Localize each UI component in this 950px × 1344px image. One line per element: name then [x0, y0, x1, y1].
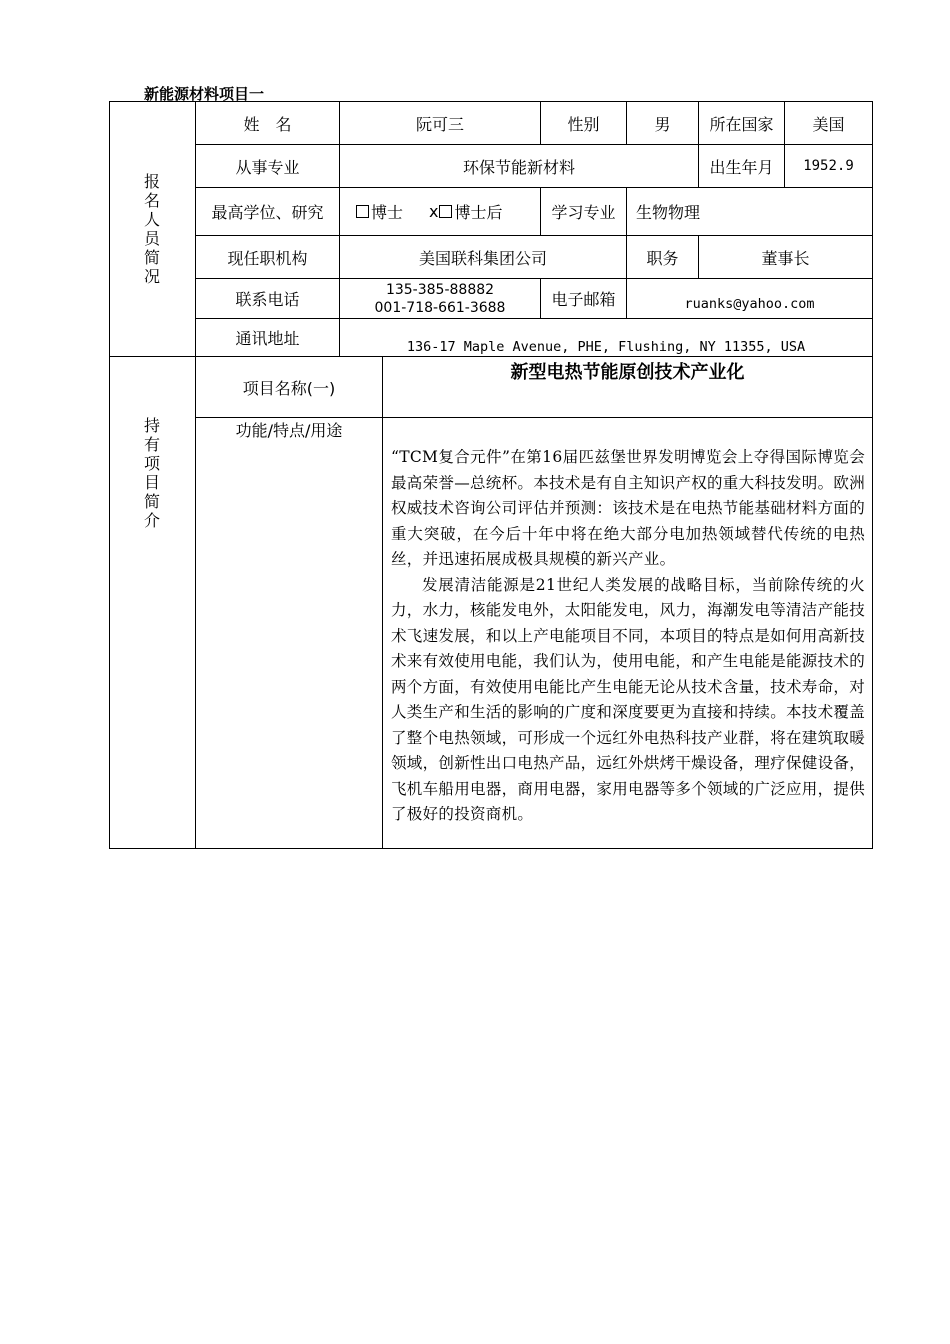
- project-name-label: 项目名称(一): [242, 378, 336, 398]
- project-description: [391, 445, 865, 828]
- phone-value-1: 135-385-88882: [385, 281, 495, 298]
- major-value: 环保节能新材料: [462, 157, 575, 177]
- gender-value: 男: [654, 114, 671, 134]
- project-name-value: 新型电热节能原创技术产业化: [510, 362, 745, 383]
- degree-options: [356, 188, 540, 235]
- document-title: 新能源材料项目一: [144, 85, 265, 103]
- position-value: 董事长: [761, 248, 810, 268]
- degree-label: 最高学位、研究: [211, 203, 324, 222]
- column-divider: [382, 356, 383, 849]
- email-label: 电子邮箱: [551, 290, 616, 309]
- country-label: 所在国家: [709, 114, 774, 134]
- birth-value: 1952.9: [803, 158, 854, 174]
- address-label: 通讯地址: [235, 329, 300, 348]
- country-value: 美国: [812, 114, 845, 134]
- gender-label: 性别: [567, 114, 600, 134]
- org-label: 现任职机构: [227, 248, 308, 268]
- phd-option-label: 博士: [371, 203, 404, 222]
- postdoc-check-mark: x: [429, 202, 439, 221]
- section-label-applicant: 报名人员简况: [143, 172, 160, 286]
- study-value: 生物物理: [636, 203, 701, 222]
- description-paragraph: “TCM复合元件”在第16届匹兹堡世界发明博览会上夺得国际博览会最高荣誉—总统杯。本技术是有自主知识产权的重大科技发明。欧洲权威技术咨询公司评估并预测：该技术是在电热节能基础材料方面的重大突破，在今后十年中将在绝大部分电加热领域替代传统的电热丝，并迅速拓展成极具规模的新兴产业。: [391, 448, 866, 568]
- study-label: 学习专业: [551, 203, 616, 222]
- section-label-project: 持有项目简介: [143, 416, 160, 530]
- postdoc-checkbox[interactable]: [439, 205, 452, 218]
- description-paragraph: 发展清洁能源是21世纪人类发展的战略目标，当前除传统的火力，水力，核能发电外，太阳能发电，风力，海潮发电等清洁产能技术飞速发展，和以上产电能项目不同，本项目的特点是如何用高新技术来有效使用电能，我们认为，使用电能，和产生电能是能源技术的两个方面，有效使用电能比产生电能无论从技术含量，技术寿命，对人类生产和生活的影响的广度和深度要更为直接和持续。本技术覆盖了整个电热领域，可形成一个远红外电热科技产业群，将在建筑取暖领域，创新性出口电热产品，远红外烘烤干燥设备，理疗保健设备，飞机车船用电器，商用电器，家用电器等多个领域的广泛应用，提供了极好的投资商机。: [391, 575, 866, 823]
- postdoc-option-label: 博士后: [454, 203, 503, 222]
- org-value: 美国联科集团公司: [418, 248, 547, 268]
- name-label: 姓 名: [243, 114, 292, 134]
- project-feature-label: 功能/特点/用途: [235, 420, 343, 440]
- phone-value-2: 001-718-661-3688: [374, 299, 506, 316]
- email-value: ruanks@yahoo.com: [684, 296, 815, 312]
- phone-label: 联系电话: [235, 290, 300, 309]
- phd-checkbox[interactable]: [356, 205, 369, 218]
- major-label: 从事专业: [235, 157, 300, 177]
- name-value: 阮可三: [415, 114, 464, 134]
- birth-label: 出生年月: [709, 157, 774, 177]
- address-value: 136-17 Maple Avenue, PHE, Flushing, NY 11355, USA: [406, 339, 806, 355]
- position-label: 职务: [646, 248, 679, 268]
- phone-values: [340, 279, 540, 318]
